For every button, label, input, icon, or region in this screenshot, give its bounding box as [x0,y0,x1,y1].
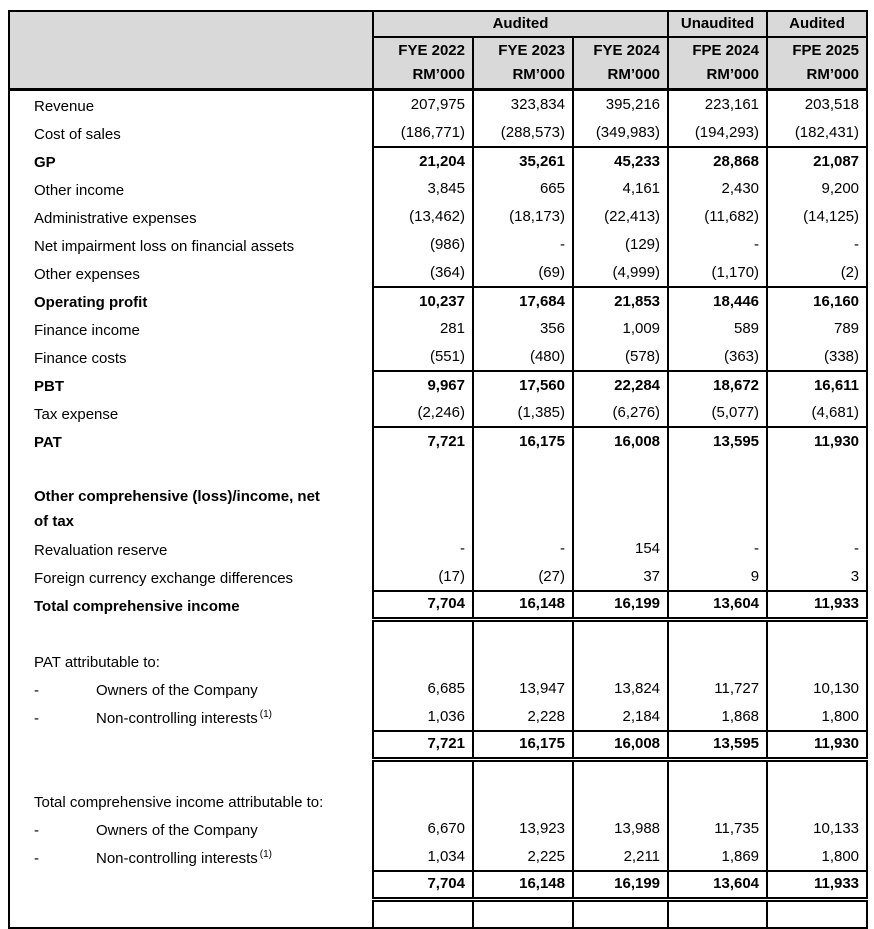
cell-value: 13,604 [668,871,767,899]
row-label-text: Other expenses [34,266,140,283]
cell-value [668,619,767,647]
table-row [9,843,867,871]
cell-value: 28,868 [668,147,767,175]
table-row [9,675,867,703]
table-row [9,175,867,203]
cell-value [573,483,668,535]
row-label-text: Revaluation reserve [34,542,168,559]
cell-value: 13,824 [573,675,668,703]
cell-value: 11,930 [767,731,867,759]
row-label-text: PAT [34,434,62,451]
row-label-text: Other income [34,182,125,199]
row-label-text: Net impairment loss on financial assets [34,238,295,255]
table-row [9,591,867,619]
cell-value: 2,430 [668,175,767,203]
row-label-text: Finance income [34,322,140,339]
cell-value: 22,284 [573,371,668,399]
row-label-text: Total comprehensive income [34,598,240,615]
cell-value: 11,930 [767,427,867,455]
cell-value: (6,276) [573,399,668,427]
cell-value [573,619,668,647]
cell-value: 589 [668,315,767,343]
row-label-text: Total comprehensive income attributable to: [34,794,324,811]
cell-value: 11,727 [668,675,767,703]
cell-value: (129) [573,231,668,259]
cell-value: 10,133 [767,815,867,843]
table-row [9,371,867,399]
cell-value: (986) [373,231,473,259]
cell-value [767,647,867,675]
cell-value [767,619,867,647]
row-label [9,563,373,591]
cell-value: 1,800 [767,703,867,731]
cell-value: (1,385) [473,399,573,427]
cell-value [373,787,473,815]
cell-value: (5,077) [668,399,767,427]
cell-value: - [668,231,767,259]
cell-value: 7,704 [373,871,473,899]
cell-value [473,647,573,675]
row-label-text: Owners of the Company [96,682,258,699]
cell-value [573,899,668,928]
cell-value: 16,160 [767,287,867,315]
bullet-dash: - [34,822,39,839]
row-label [9,647,373,675]
table-row [9,731,867,759]
cell-value: 18,446 [668,287,767,315]
cell-value: 10,237 [373,287,473,315]
cell-value: 37 [573,563,668,591]
cell-value: - [767,231,867,259]
column-header-fye2024 [573,37,668,90]
column-header-fpe2024 [668,37,767,90]
table-row [9,787,867,815]
cell-value: 1,034 [373,843,473,871]
cell-value: (2) [767,259,867,287]
cell-value: 35,261 [473,147,573,175]
table-row [9,563,867,591]
row-label [9,427,373,455]
cell-value [668,899,767,928]
row-label [9,259,373,287]
row-label-text: Revenue [34,98,95,115]
table-row [9,147,867,175]
cell-value: - [473,535,573,563]
table-row [9,119,867,147]
table-row [9,483,867,535]
row-label [9,535,373,563]
row-label [9,175,373,203]
cell-value: 17,560 [473,371,573,399]
unit-label: RM’000 [607,66,661,83]
cell-value: (18,173) [473,203,573,231]
cell-value: (349,983) [573,119,668,147]
column-header-fye2022 [373,37,473,90]
unit-label: RM’000 [706,66,760,83]
period-label: FYE 2024 [593,42,661,59]
cell-value: 16,175 [473,427,573,455]
cell-value: 323,834 [473,90,573,120]
row-label [9,815,373,843]
audit-status-row [9,11,867,37]
column-header-fye2023 [473,37,573,90]
row-label-text: Other comprehensive (loss)/income, net of tax [34,488,320,530]
cell-value: 21,204 [373,147,473,175]
cell-value: 9,967 [373,371,473,399]
row-label [9,287,373,315]
row-label [9,843,373,871]
cell-value [573,455,668,483]
cell-value: 6,685 [373,675,473,703]
cell-value: (363) [668,343,767,371]
cell-value: 16,008 [573,731,668,759]
row-label-text: Finance costs [34,350,127,367]
row-label [9,147,373,175]
table-row [9,427,867,455]
row-label [9,483,373,535]
table-row [9,259,867,287]
cell-value: 10,130 [767,675,867,703]
cell-value [373,483,473,535]
cell-value: - [373,535,473,563]
row-label-text: Owners of the Company [96,822,258,839]
cell-value [373,647,473,675]
row-label-sup: (1) [259,849,272,860]
row-label [9,591,373,619]
cell-value: (1,170) [668,259,767,287]
row-label [9,759,373,787]
period-label: FYE 2023 [498,42,565,59]
spacer-row [9,455,867,483]
bullet-dash: - [34,682,39,699]
cell-value [767,455,867,483]
cell-value: (194,293) [668,119,767,147]
cell-value: 281 [373,315,473,343]
cell-value: 356 [473,315,573,343]
column-header-fpe2025 [767,37,867,90]
cell-value: (338) [767,343,867,371]
cell-value: (4,681) [767,399,867,427]
table-body [9,90,867,929]
row-label [9,787,373,815]
cell-value: 18,672 [668,371,767,399]
row-label [9,455,373,483]
row-label-text: Foreign currency exchange differences [34,570,294,587]
cell-value: 2,228 [473,703,573,731]
cell-value: (2,246) [373,399,473,427]
row-label-text: Tax expense [34,406,119,423]
table-row [9,399,867,427]
cell-value [473,483,573,535]
row-label [9,703,373,731]
cell-value: 2,225 [473,843,573,871]
row-label [9,90,373,120]
group-header-unaudited: Unaudited [668,11,767,37]
row-label [9,871,373,899]
row-label-text: PAT attributable to: [34,654,160,671]
cell-value: (551) [373,343,473,371]
table-row [9,815,867,843]
group-header-audited: Audited [373,11,668,37]
cell-value [668,647,767,675]
row-label [9,675,373,703]
cell-value: 9 [668,563,767,591]
cell-value: 4,161 [573,175,668,203]
table-row [9,315,867,343]
cell-value [373,619,473,647]
unit-label: RM’000 [512,66,565,83]
row-label [9,315,373,343]
table-row [9,703,867,731]
cell-value: (578) [573,343,668,371]
cell-value: 7,721 [373,427,473,455]
cell-value: 223,161 [668,90,767,120]
cell-value: 13,595 [668,731,767,759]
period-label: FPE 2024 [692,42,760,59]
row-label-sup: (1) [259,709,272,720]
corner-cell [9,11,373,90]
cell-value: 21,853 [573,287,668,315]
cell-value: 13,923 [473,815,573,843]
cell-value: 203,518 [767,90,867,120]
cell-value [473,759,573,787]
table-row [9,647,867,675]
cell-value: 7,704 [373,591,473,619]
cell-value: (17) [373,563,473,591]
cell-value [573,759,668,787]
cell-value: 1,869 [668,843,767,871]
cell-value: 17,684 [473,287,573,315]
table-row [9,871,867,899]
table-row [9,90,867,120]
cell-value: (480) [473,343,573,371]
cell-value [668,455,767,483]
cell-value: (364) [373,259,473,287]
cell-value [668,483,767,535]
row-label-text: Administrative expenses [34,210,197,227]
cell-value: 16,148 [473,591,573,619]
cell-value [573,787,668,815]
cell-value: 11,735 [668,815,767,843]
cell-value [373,899,473,928]
cell-value: 1,009 [573,315,668,343]
row-label [9,343,373,371]
cell-value: 13,988 [573,815,668,843]
table-row [9,231,867,259]
cell-value: 6,670 [373,815,473,843]
period-label: FYE 2022 [398,42,465,59]
document-page [0,10,874,893]
cell-value: 13,595 [668,427,767,455]
cell-value: (11,682) [668,203,767,231]
row-label-text: PBT [34,378,64,395]
cell-value: 11,933 [767,871,867,899]
cell-value [473,619,573,647]
row-label [9,899,373,928]
cell-value: 2,211 [573,843,668,871]
cell-value [473,899,573,928]
cell-value [573,647,668,675]
table-row [9,535,867,563]
cell-value: (14,125) [767,203,867,231]
row-label-text: GP [34,154,56,171]
cell-value: 21,087 [767,147,867,175]
cell-value: 3,845 [373,175,473,203]
financial-results-table [8,10,868,929]
cell-value: 3 [767,563,867,591]
cell-value: (13,462) [373,203,473,231]
cell-value: 7,721 [373,731,473,759]
bullet-dash: - [34,850,39,867]
row-label-text: Operating profit [34,294,148,311]
row-label [9,119,373,147]
row-label [9,203,373,231]
row-label [9,731,373,759]
cell-value: - [668,535,767,563]
cell-value [473,455,573,483]
cell-value: 1,868 [668,703,767,731]
period-label: FPE 2025 [792,42,860,59]
unit-label: RM’000 [412,66,465,83]
cell-value: 207,975 [373,90,473,120]
cell-value: - [767,535,867,563]
cell-value: 16,175 [473,731,573,759]
table-row [9,343,867,371]
cell-value: 16,199 [573,591,668,619]
cell-value [767,787,867,815]
spacer-row [9,899,867,928]
cell-value: (69) [473,259,573,287]
cell-value: 16,611 [767,371,867,399]
cell-value: 9,200 [767,175,867,203]
cell-value: 13,947 [473,675,573,703]
cell-value: (27) [473,563,573,591]
cell-value: 16,008 [573,427,668,455]
cell-value: (182,431) [767,119,867,147]
cell-value [473,787,573,815]
cell-value: 16,199 [573,871,668,899]
cell-value: 1,036 [373,703,473,731]
cell-value [767,899,867,928]
cell-value: 154 [573,535,668,563]
cell-value: (22,413) [573,203,668,231]
table-header [9,11,867,90]
cell-value: 789 [767,315,867,343]
spacer-row [9,759,867,787]
group-header-audited-2: Audited [767,11,867,37]
cell-value: 13,604 [668,591,767,619]
cell-value [767,483,867,535]
cell-value: - [473,231,573,259]
row-label-text: Non-controlling interests [96,850,258,867]
bullet-dash: - [34,710,39,727]
cell-value [373,759,473,787]
cell-value: (288,573) [473,119,573,147]
cell-value: (4,999) [573,259,668,287]
row-label-text: Non-controlling interests [96,710,258,727]
cell-value: 16,148 [473,871,573,899]
cell-value [767,759,867,787]
cell-value [668,759,767,787]
unit-label: RM’000 [806,66,860,83]
row-label-text: Cost of sales [34,126,121,143]
cell-value [373,455,473,483]
table-row [9,203,867,231]
row-label [9,371,373,399]
cell-value: 1,800 [767,843,867,871]
cell-value: 2,184 [573,703,668,731]
row-label [9,619,373,647]
spacer-row [9,619,867,647]
cell-value: 665 [473,175,573,203]
table-row [9,287,867,315]
row-label [9,231,373,259]
cell-value: 11,933 [767,591,867,619]
cell-value: (186,771) [373,119,473,147]
row-label [9,399,373,427]
cell-value: 45,233 [573,147,668,175]
cell-value: 395,216 [573,90,668,120]
cell-value [668,787,767,815]
